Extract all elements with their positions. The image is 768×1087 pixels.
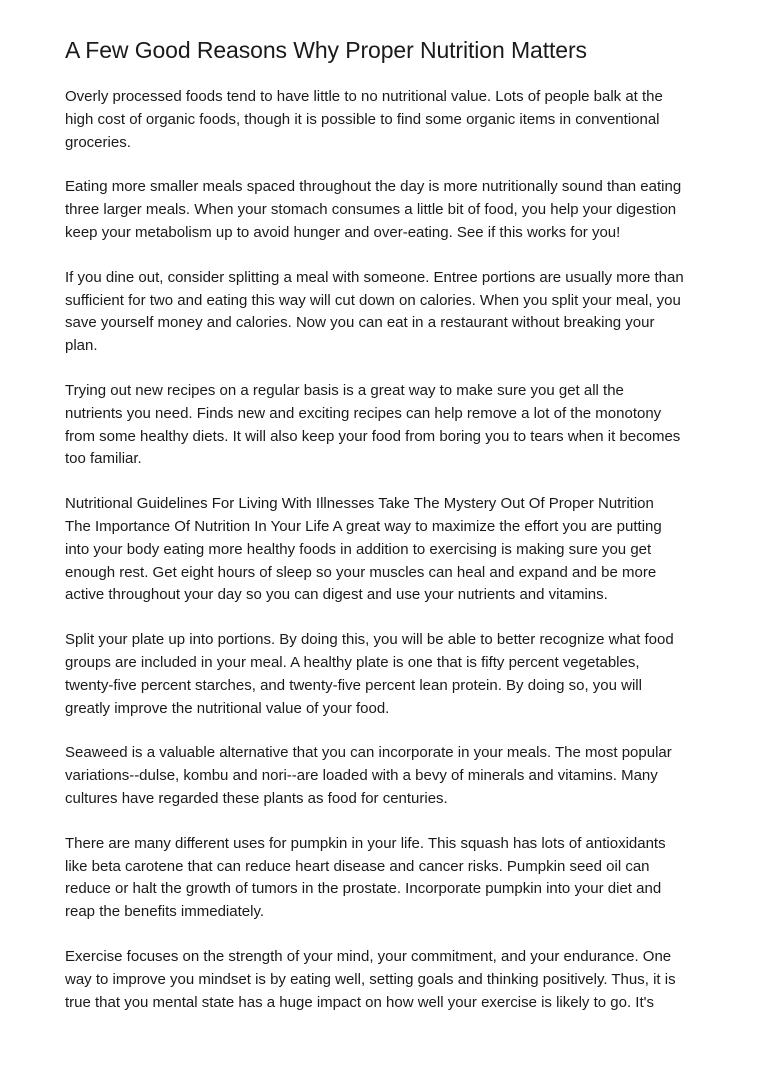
paragraph-line: reap the benefits immediately. bbox=[65, 903, 264, 921]
paragraph-line: Overly processed foods tend to have little to no nutritional value. Lots of people balk at the bbox=[65, 88, 663, 105]
paragraph-line: Trying out new recipes on a regular basis is a great way to make sure you get all the bbox=[65, 381, 624, 399]
paragraph-line: greatly improve the nutritional value of your food. bbox=[65, 699, 390, 717]
paragraph-dine-out bbox=[65, 267, 705, 358]
paragraph-line: Eating more smaller meals spaced throughout the day is more nutritionally sound than eating bbox=[65, 178, 682, 196]
page-title: A Few Good Reasons Why Proper Nutrition Matters bbox=[65, 37, 587, 63]
paragraph-line: plan. bbox=[65, 337, 98, 355]
paragraph-smaller-meals bbox=[65, 176, 705, 244]
paragraph-line: like beta carotene that can reduce heart disease and cancer risks. Pumpkin seed oil can bbox=[65, 857, 650, 875]
paragraph-line: The Importance Of Nutrition In Your Life A great way to maximize the effort you are putting bbox=[65, 517, 662, 535]
paragraph-line: Split your plate up into portions. By doing this, you will be able to better recognize what food bbox=[65, 631, 674, 649]
paragraph-line: twenty-five percent starches, and twenty-five percent lean protein. By doing so, you will bbox=[65, 676, 642, 694]
paragraph-guidelines-rest bbox=[65, 493, 705, 607]
paragraph-line: active throughout your day so you can digest and use your nutrients and vitamins. bbox=[65, 586, 608, 604]
paragraph-line: groups are included in your meal. A healthy plate is one that is fifty percent vegetables, bbox=[65, 653, 640, 671]
paragraph-line: high cost of organic foods, though it is possible to find some organic items in conventional bbox=[65, 110, 660, 128]
paragraph-line: into your body eating more healthy foods in addition to exercising is making sure you get bbox=[65, 540, 652, 558]
paragraph-line: Seaweed is a valuable alternative that you can incorporate in your meals. The most popular bbox=[65, 744, 672, 762]
paragraph-pumpkin bbox=[65, 833, 705, 924]
paragraph-line: save yourself money and calories. Now you can eat in a restaurant without breaking your bbox=[65, 314, 655, 332]
document-page bbox=[65, 34, 705, 1036]
paragraph-split-plate bbox=[65, 629, 705, 720]
paragraph-line: way to improve you mindset is by eating well, setting goals and thinking positively. Thus, it is bbox=[65, 970, 676, 988]
paragraph-line: enough rest. Get eight hours of sleep so your muscles can heal and expand and be more bbox=[65, 563, 657, 581]
paragraph-line: Nutritional Guidelines For Living With Illnesses Take The Mystery Out Of Proper Nutrition bbox=[65, 495, 654, 513]
paragraph-new-recipes bbox=[65, 380, 705, 471]
paragraph-line: There are many different uses for pumpkin in your life. This squash has lots of antioxidants bbox=[65, 834, 666, 852]
paragraph-processed-foods bbox=[65, 86, 705, 154]
paragraph-seaweed bbox=[65, 742, 705, 810]
paragraph-line: too familiar. bbox=[65, 450, 142, 468]
paragraph-line: three larger meals. When your stomach consumes a little bit of food, you help your digestion bbox=[65, 201, 677, 219]
paragraph-line: Exercise focuses on the strength of your mind, your commitment, and your endurance. One bbox=[65, 947, 672, 965]
paragraph-line: sufficient for two and eating this way will cut down on calories. When you split your meal, you bbox=[65, 291, 681, 309]
paragraph-line: groceries. bbox=[65, 133, 131, 151]
paragraph-line: nutrients you need. Finds new and exciting recipes can help remove a lot of the monotony bbox=[65, 404, 662, 422]
paragraph-line: from some healthy diets. It will also keep your food from boring you to tears when it becomes bbox=[65, 427, 681, 445]
paragraph-line: variations--dulse, kombu and nori--are loaded with a bevy of minerals and vitamins. Many bbox=[65, 767, 658, 785]
paragraph-line: cultures have regarded these plants as food for centuries. bbox=[65, 789, 448, 807]
paragraph-line: true that you mental state has a huge impact on how well your exercise is likely to go. It's bbox=[65, 993, 654, 1011]
paragraph-line: keep your metabolism up to avoid hunger and over-eating. See if this works for you! bbox=[65, 223, 621, 241]
paragraph-exercise bbox=[65, 946, 705, 1014]
paragraph-line: If you dine out, consider splitting a meal with someone. Entree portions are usually more than bbox=[65, 268, 684, 286]
paragraph-line: reduce or halt the growth of tumors in the prostate. Incorporate pumpkin into your diet and bbox=[65, 880, 662, 898]
